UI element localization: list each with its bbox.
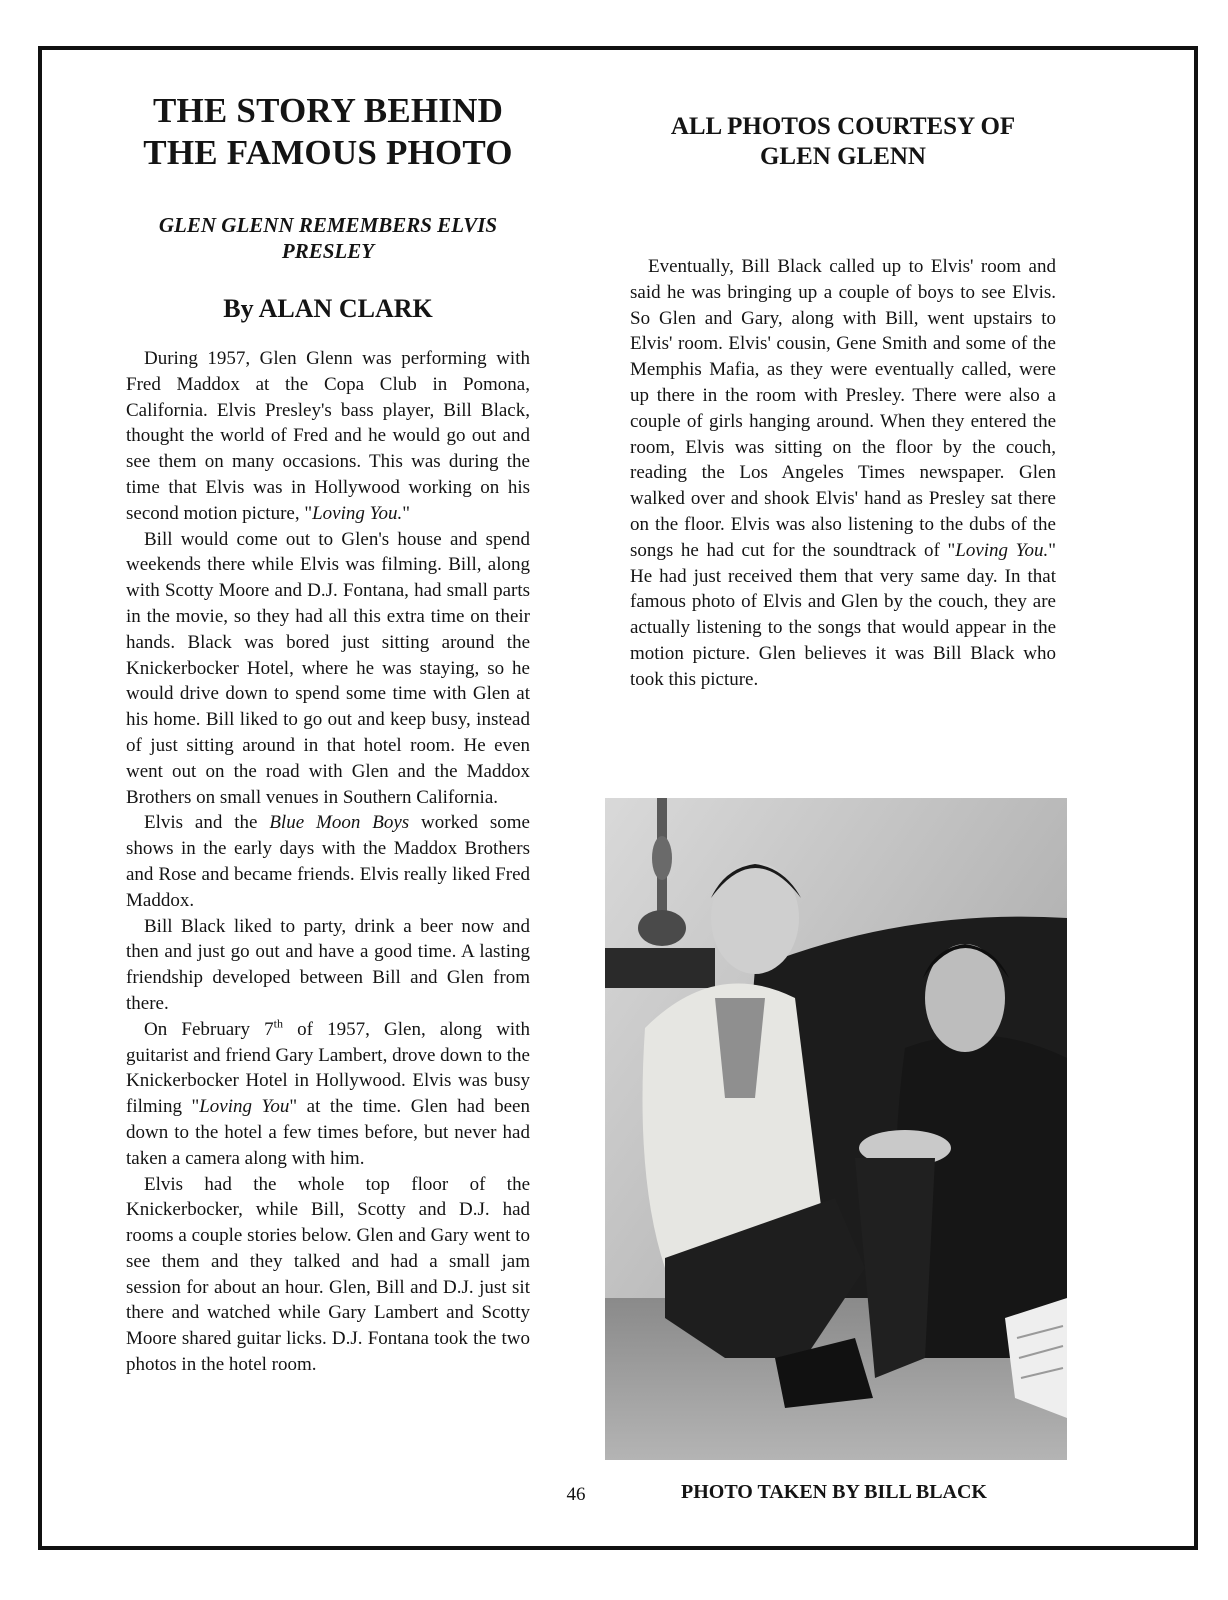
left-column	[126, 90, 530, 1378]
page-number: 46	[566, 1484, 586, 1505]
credit-line-2: GLEN GLENN	[759, 143, 926, 170]
paragraph-3: Elvis and the Blue Moon Boys worked some shows in the early days with the Maddox Brothers and Rose and became friends. Elvis really liked Fred Maddox.	[126, 812, 530, 911]
paragraph-7: Eventually, Bill Black called up to Elvis' room and said he was bringing up a couple of boys to see Elvis. So Glen and Gary, along with Bill, went upstairs to Elvis' room. Elvis' cousin, Gene Smith and some of the Memphis Mafia, as they were eventually called, were up there in the room with Presley. There were also a couple of girls hanging around. When they entered the room, Elvis was sitting on the floor by the couch, reading the Los Angeles Times newspaper. Glen walked over and shook Elvis' hand as Presley sat there on the floor. Elvis was also listening to the dubs of the songs he had cut for the soundtrack of "Loving You." He had just received them that very same day. In that famous photo of Elvis and Glen by the couch, they are actually listening to the songs that would appear in the motion picture. Glen believes it was Bill Black who took this picture.	[630, 256, 1056, 690]
subtitle-line-1: GLEN GLENN REMEMBERS ELVIS	[158, 213, 498, 237]
title-line-1: THE STORY BEHIND	[152, 91, 504, 130]
right-column	[630, 112, 1056, 693]
byline: By ALAN CLARK	[223, 294, 433, 323]
paragraph-6: Elvis had the whole top floor of the Knickerbocker, while Bill, Scotty and D.J. had rooms a couple stories below. Glen and Gary went to see them and they talked and had a small jam session for about an hour. Glen, Bill and D.J. just sit there and watched while Gary Lambert and Scotty Moore shared guitar licks. D.J. Fontana took the two photos in the hotel room.	[126, 1173, 530, 1376]
credit-line-1: ALL PHOTOS COURTESY OF	[670, 113, 1016, 140]
article-body-left	[126, 346, 530, 1378]
article-title	[126, 90, 530, 174]
paragraph-1: During 1957, Glen Glenn was performing with Fred Maddox at the Copa Club in Pomona, California. Elvis Presley's bass player, Bill Black, thought the world of Fred and he would go out and see them on many occasions. This was during the time that Elvis was in Hollywood working on his second motion picture, "Loving You."	[126, 348, 530, 524]
article-body-right	[630, 254, 1056, 693]
subtitle-line-2: PRESLEY	[281, 239, 375, 263]
paragraph-4: Bill Black liked to party, drink a beer now and then and just go out and have a good time. A lasting friendship developed between Bill and Glen from there.	[126, 915, 530, 1014]
article-subtitle	[126, 212, 530, 264]
title-line-2: THE FAMOUS PHOTO	[143, 133, 513, 172]
photo-credit-heading	[630, 112, 1056, 172]
black-and-white-photo	[605, 798, 1067, 1460]
photo-illustration	[605, 798, 1067, 1460]
paragraph-5: On February 7th of 1957, Glen, along with guitarist and friend Gary Lambert, drove down to the Knickerbocker Hotel in Hollywood. Elvis was busy filming "Loving You" at the time. Glen had been down to the hotel a few times before, but never had taken a camera along with him.	[126, 1016, 530, 1169]
paragraph-2: Bill would come out to Glen's house and spend weekends there while Elvis was filming. Bill, along with Scotty Moore and D.J. Fontana, had small parts in the movie, so they had all this extra time on their hands. Black was bored just sitting around the Knickerbocker Hotel, where he was staying, so he would drive down to spend some time with Glen at his home. Bill liked to go out and keep busy, instead of just sitting around in that hotel room. He even went out on the road with Glen and the Maddox Brothers on small venues in Southern California.	[126, 528, 530, 808]
photo-caption: PHOTO TAKEN BY BILL BLACK	[680, 1481, 987, 1503]
